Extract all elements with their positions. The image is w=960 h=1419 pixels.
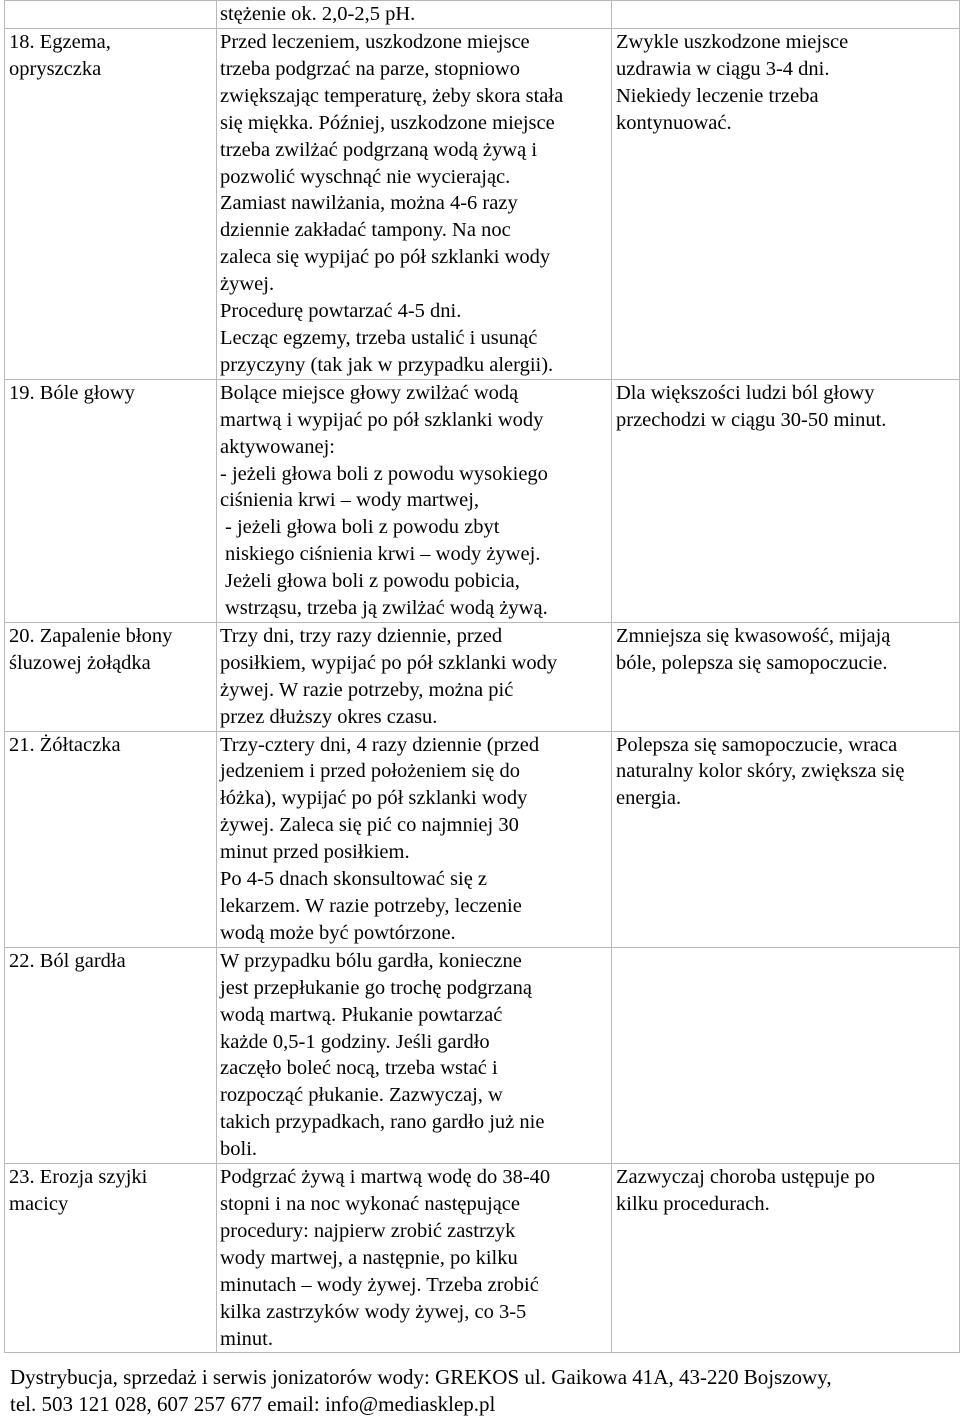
treatment-line: minutach – wody żywej. Trzeba zrobić [220,1273,539,1296]
treatment-line: żywej. Zaleca się pić co najmniej 30 [220,814,519,837]
continuation-line: stężenie ok. 2,0-2,5 pH. [220,3,416,25]
table-row [5,379,960,622]
treatment-line: pozwolić wyschnąć nie wycierając. [220,165,511,188]
continuation-condition-cell [5,1,217,29]
result-line: naturalny kolor skóry, zwiększa się [616,760,905,783]
table-row [5,29,960,380]
condition-line: 19. Bóle głowy [9,381,135,404]
result-line: kontynuować. [616,111,732,134]
treatment-line: aktywowanej: [220,435,335,458]
treatment-line: wody martwej, a następnie, po kilku [220,1246,518,1269]
footer-contact-line: tel. 503 121 028, 607 257 677 email: info@mediasklep.pl [10,1392,496,1416]
treatment-line: przez dłuższy okres czasu. [220,705,438,728]
condition-line: 22. Ból gardła [9,949,126,972]
result-line: uzdrawia w ciągu 3-4 dni. [616,57,830,80]
treatment-line: zwiększając temperaturę, żeby skora stała [220,84,564,107]
condition-line: 23. Erozja szyjki [9,1166,148,1189]
treatment-line: posiłkiem, wypijać po pół szklanki wody [220,651,558,674]
treatment-line: Bolące miejsce głowy zwilżać wodą [220,381,519,404]
distributor-footer [10,1364,955,1418]
treatment-line: procedury: najpierw zrobić zastrzyk [220,1219,516,1242]
condition-line: 20. Zapalenie błony [9,624,173,647]
treatment-line: trzeba podgrzać na parze, stopniowo [220,57,520,80]
table-row [5,947,960,1163]
treatment-line: Trzy-cztery dni, 4 razy dziennie (przed [220,733,540,756]
treatment-line: jedzeniem i przed położeniem się do [220,760,520,783]
treatment-line: zaleca się wypijać po pół szklanki wody [220,246,551,269]
treatment-line: Podgrzać żywą i martwą wodę do 38-40 [220,1166,551,1189]
condition-line: śluzowej żołądka [9,651,151,674]
treatment-line: wodą może być powtórzone. [220,921,456,944]
result-line: energia. [616,787,682,810]
result-line: Niekiedy leczenie trzeba [616,84,819,107]
remedies-table [4,0,960,1353]
continuation-result-cell [612,1,960,29]
result-cell [612,1164,960,1353]
treatment-cell [217,29,612,380]
treatment-line: takich przypadkach, rano gardło już nie [220,1111,545,1134]
treatment-line: dziennie zakładać tampony. Na noc [220,219,511,242]
treatment-cell [217,379,612,622]
result-line: przechodzi w ciągu 30-50 minut. [616,408,887,431]
treatment-line: Przed leczeniem, uszkodzone miejsce [220,31,530,53]
treatment-line: trzeba zwilżać podgrzaną wodą żywą i [220,138,538,161]
treatment-line: minut przed posiłkiem. [220,841,410,864]
condition-cell [5,1164,217,1353]
table-row-continuation [5,1,960,29]
treatment-cell [217,1164,612,1353]
result-line: Dla większości ludzi ból głowy [616,381,875,404]
treatment-line: każde 0,5-1 godziny. Jeśli gardło [220,1030,490,1053]
result-line: Polepsza się samopoczucie, wraca [616,733,898,756]
condition-cell [5,29,217,380]
treatment-line: kilka zastrzyków wody żywej, co 3-5 [220,1300,527,1323]
treatment-line: ciśnienia krwi – wody martwej, [220,489,480,512]
result-line: Zazwyczaj choroba ustępuje po [616,1166,875,1189]
treatment-line: stopni i na noc wykonać następujące [220,1192,521,1215]
condition-line: opryszczka [9,57,102,80]
treatment-line: W przypadku bólu gardła, konieczne [220,949,522,972]
result-cell [612,622,960,731]
table-row [5,1164,960,1353]
condition-cell [5,379,217,622]
treatment-cell [217,731,612,947]
treatment-line: Lecząc egzemy, trzeba ustalić i usunąć [220,326,538,349]
treatment-line: wodą martwą. Płukanie powtarzać [220,1003,503,1026]
table-row [5,622,960,731]
treatment-line: Jeżeli głowa boli z powodu pobicia, [225,570,520,593]
treatment-line: wstrząsu, trzeba ją zwilżać wodą żywą. [225,597,548,620]
treatment-line: minut. [220,1327,273,1350]
result-line: Zmniejsza się kwasowość, mijają [616,624,891,647]
treatment-line: zaczęło boleć nocą, trzeba wstać i [220,1057,498,1080]
treatment-line: martwą i wypijać po pół szklanki wody [220,408,544,431]
treatment-line: żywej. [220,273,275,296]
treatment-line: się miękka. Później, uszkodzone miejsce [220,111,555,134]
result-cell [612,379,960,622]
treatment-cell [217,622,612,731]
result-cell [612,731,960,947]
treatment-line: Trzy dni, trzy razy dziennie, przed [220,624,503,647]
result-line: bóle, polepsza się samopoczucie. [616,651,888,674]
treatment-line: Po 4-5 dnach skonsultować się z [220,868,488,891]
result-line: Zwykle uszkodzone miejsce [616,31,849,53]
treatment-line: łóżka), wypijać po pół szklanki wody [220,787,528,810]
condition-line: 18. Egzema, [9,31,111,53]
table-row [5,731,960,947]
result-line: kilku procedurach. [616,1192,770,1215]
treatment-line: jest przepłukanie go trochę podgrzaną [220,976,532,999]
condition-line: 21. Żółtaczka [9,733,121,756]
treatment-line: niskiego ciśnienia krwi – wody żywej. [225,543,541,566]
condition-cell [5,947,217,1163]
treatment-line: boli. [220,1138,258,1161]
treatment-line: przyczyny (tak jak w przypadku alergii). [220,353,554,376]
treatment-cell [217,947,612,1163]
treatment-line: Zamiast nawilżania, można 4-6 razy [220,192,518,215]
treatment-line: - jeżeli głowa boli z powodu wysokiego [220,462,548,485]
condition-line: macicy [9,1192,69,1215]
treatment-line: żywej. W razie potrzeby, można pić [220,678,514,701]
result-cell [612,947,960,1163]
condition-cell [5,622,217,731]
continuation-treatment-cell [217,1,612,29]
result-cell [612,29,960,380]
treatment-line: - jeżeli głowa boli z powodu zbyt [225,516,500,539]
footer-address-line: Dystrybucja, sprzedaż i serwis jonizatorów wody: GREKOS ul. Gaikowa 41A, 43-220 Bojszowy, [10,1365,832,1389]
treatment-line: rozpocząć płukanie. Zazwyczaj, w [220,1084,503,1107]
treatment-line: Procedurę powtarzać 4-5 dni. [220,300,462,323]
condition-cell [5,731,217,947]
treatment-line: lekarzem. W razie potrzeby, leczenie [220,895,522,917]
